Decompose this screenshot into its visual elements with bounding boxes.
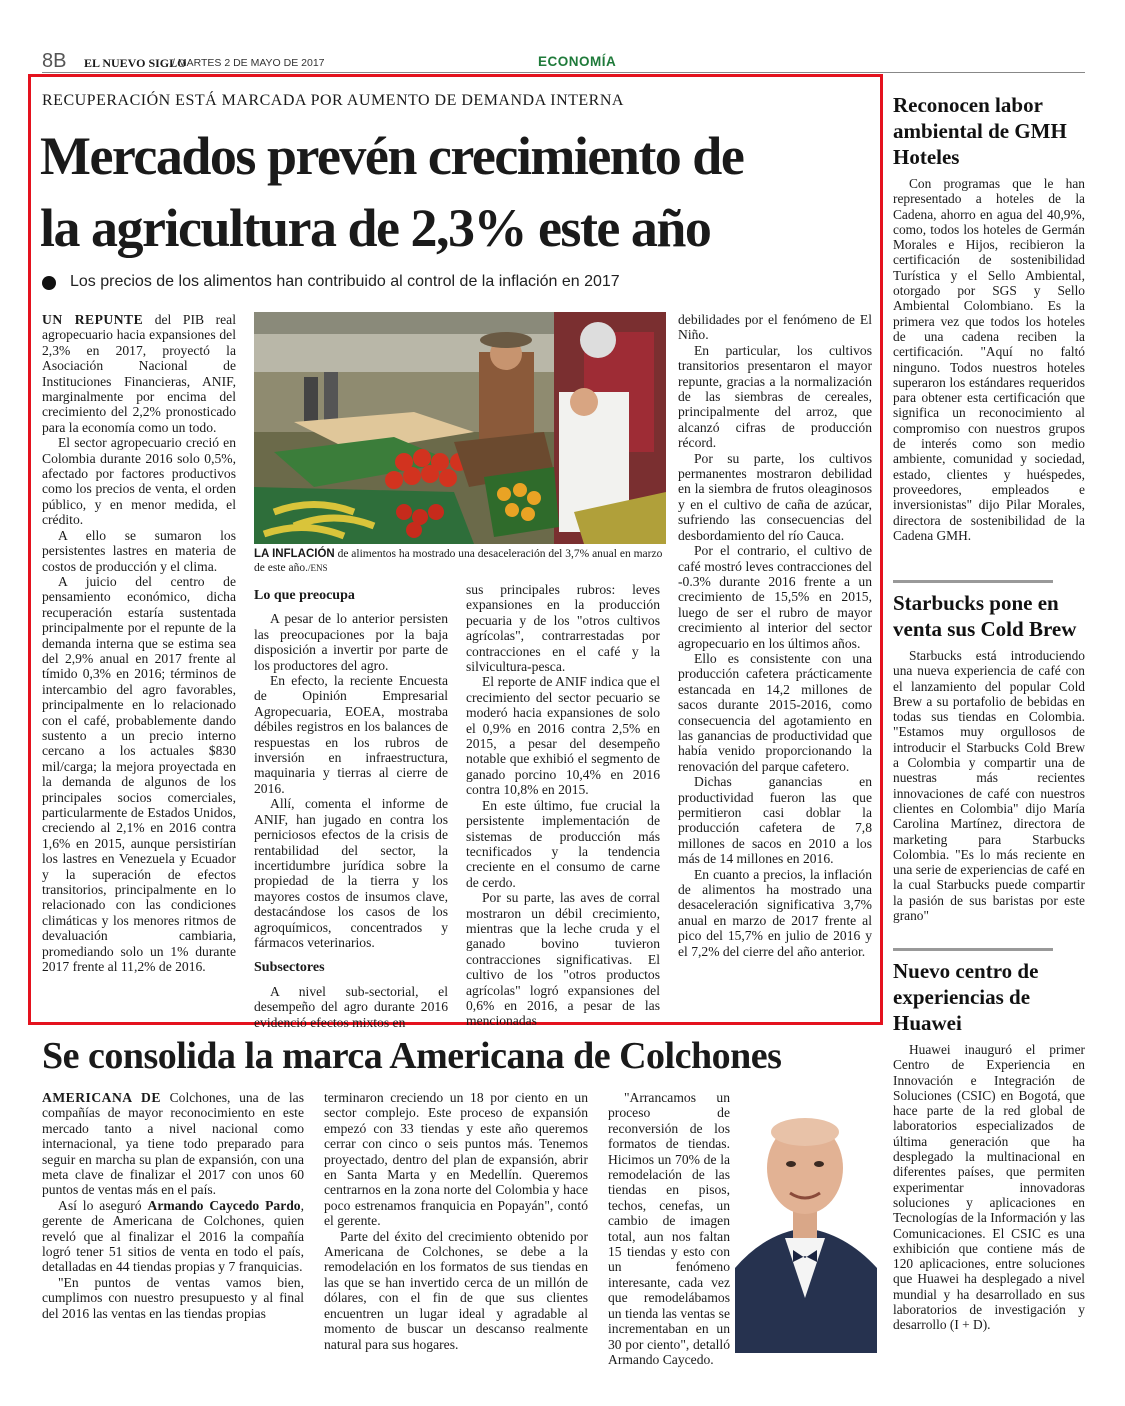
market-photo-illustration xyxy=(254,312,666,544)
paragraph: Parte del éxito del crecimiento obtenido por Americana de Colchones, se debe a la remodelación en los formatos de sus tiendas en las que se han invertido cerca de un millón de dólares, con el fin de que sus clientes encuentren un lugar ideal y agradable al momento de buscar un descanso realmente natural para sus hogares. xyxy=(324,1228,588,1352)
bullet-icon xyxy=(42,276,56,290)
subhead-subsectores: Subsectores xyxy=(254,960,325,976)
paragraph: Por el contrario, el cultivo de café mostró leves contracciones del -0.3% durante 2016 frente a un crecimiento de 15,5% en 2015, luego de ser el rubro de mayor crecimiento al interior del sector agropecuario en los últimos años. xyxy=(678,543,872,651)
paragraph: A nivel sub-sectorial, el desempeño del agro durante 2016 evidenció efectos mixtos en xyxy=(254,983,448,1030)
main-column-1 xyxy=(42,312,236,974)
sidebar-title: Nuevo centro de experiencias de Huawei xyxy=(893,959,1039,1035)
headline-line-1: Mercados prevén crecimiento de xyxy=(40,126,744,186)
header-rule xyxy=(42,72,1085,73)
paragraph: Ello es consistente con una producción cafetera prácticamente estancada en 14,2 millones de sacos durante 2015-2016, como consecuencia del agotamiento en las ganancias de productividad que había venido proporcionando la renovación del parque cafetero. xyxy=(678,650,872,774)
paragraph: sus principales rubros: leves expansiones en la producción pecuaria y de los "otros cultivos agrícolas", contrarrestadas por contracciones en el café y la silvicultura-pesca. xyxy=(466,582,660,675)
sidebar-body: Huawei inauguró el primer Centro de Experiencia en Innovación e Integración de Soluciones (CSIC) en Bogotá, que hace parte de la red global de laboratorios especializados de última generación que ha desplegado la multinacional en diferentes países, que permiten experimentar innovadoras soluciones y aplicaciones en Tecnologías de la Información y las Comunicaciones. El CSIC es una exhibición que contiene más de 120 aplicaciones, entre soluciones que Huawei ha desplegado a nivel mundial y ha desarrollado en sus laboratorios de investigación y desarrollo (I + D). xyxy=(893,1042,1085,1333)
paragraph: Por su parte, las aves de corral mostraron un débil crecimiento, mientras que la leche cruda y el ganado bovino tuvieron contracciones significativas. El cultivo de los "otros productos agrícolas" logró expansiones del 0,6% en 2016, a pesar de las mencionadas xyxy=(466,890,660,1029)
article-kicker: RECUPERACIÓN ESTÁ MARCADA POR AUMENTO DE DEMANDA INTERNA xyxy=(42,92,624,109)
sidebar-story-starbucks xyxy=(893,590,1085,923)
main-column-2 xyxy=(254,582,448,1030)
paragraph: del PIB real agropecuario hacia expansiones del 2,3% en 2017, proyectó la Asociación Nacional de Instituciones Financieras, ANIF, marginalmente por encima del crecimiento del 2,2% pronosticado para la economía como un todo. xyxy=(42,312,236,435)
paragraph: El reporte de ANIF indica que el crecimiento del sector pecuario se moderó hacia expansiones de solo el 0,9% en 2016 contra 2,5% en 2015, a pesar del desempeño notable que exhibió el segmento de ganado porcino 10,4% en 2016 contra 10,8% en 2015. xyxy=(466,674,660,798)
paragraph: Por su parte, los cultivos permanentes mostraron debilidad en la siembra de frutos oleaginosos y en el cultivo de caña de azúcar, sufriendo las consecuencias del desbordamiento del río Cauca. xyxy=(678,450,872,543)
paragraph: En efecto, la reciente Encuesta de Opinión Empresarial Agropecuaria, EOEA, mostraba débiles registros en los balances de respuestas en los rubros de inversión en infraestructura, maquinaria y tierras al cierre de 2016. xyxy=(254,673,448,796)
paragraph: A ello se sumaron los persistentes lastres en materia de costos de producción y el clima. xyxy=(42,527,236,574)
paragraph: A juicio del centro de pensamiento económico, dicha recuperación estaría sustentada principalmente por el repunte de la demanda interna que se estima sea del 2,9% anual en 2017 frente al tímido 0,3% en 2016; términos de intercambio del agro favorables, principalmente en lo relacionado con el café, probablemente dando sustento a un precio interno cercano a los actuales $830 mil/carga; la mejora proyectada en la demanda de algunos de los principales socios comerciales, particularmente de Estados Unidos, creciendo al 2,1% en 2016 contra 1,6% en 2015, aunque persistirían los lastres en Venezuela y Ecuador y la superación de efectos transitorios, principalmente en lo relacionado con las condiciones climáticas y los menores ritmos de devaluación cambiaria, promediando solo un 1% durante 2017 frente al 11,2% de 2016. xyxy=(42,573,236,975)
paragraph: terminaron creciendo un 18 por ciento en un sector complejo. Este proceso de expansión empezó con 33 tiendas y este año queremos cerrar con cinco o seis puntos más. Tenemos proyectado, dentro del plan de expansión, abrir en Santa Marta y en Medellín. Queremos centrarnos en la zona norte del Colombia y hace poco estrenamos franquicia en Popayán", contó el gerente. xyxy=(324,1090,588,1229)
sidebar-title: Reconocen labor ambiental de GMH Hoteles xyxy=(893,93,1067,169)
issue-date: / MARTES 2 DE MAYO DE 2017 xyxy=(172,57,325,69)
paragraph: En este último, fue crucial la persistente implementación de sistemas de producción más tecnificados y la tendencia creciente en el consumo de carne de cerdo. xyxy=(466,797,660,890)
headline-line-2: la agricultura de 2,3% este año xyxy=(40,198,711,258)
bottom-column-1 xyxy=(42,1090,304,1321)
main-column-4 xyxy=(678,312,872,959)
photo-credit: /ENS xyxy=(307,562,328,573)
caption-lead: LA INFLACIÓN xyxy=(254,548,335,560)
article-deck: Los precios de los alimentos han contribuido al control de la inflación en 2017 xyxy=(70,273,620,290)
lead-in: AMERICANA DE xyxy=(42,1090,161,1105)
bottom-column-2 xyxy=(324,1090,588,1352)
paragraph: Allí, comenta el informe de ANIF, han jugado en contra los perniciosos efectos de la crisis de rentabilidad del sector, la incertidumbre jurídica sobre la propiedad de la tierra y los mayores costos de insumos clave, destacándose los casos de los agroquímicos, concentrados y fármacos veterinarios. xyxy=(254,796,448,950)
paragraph: "En puntos de ventas vamos bien, cumplimos con nuestro presupuesto y al final del 2016 las ventas en las tiendas propias xyxy=(42,1274,304,1321)
bottom-column-3 xyxy=(608,1090,730,1367)
market-photo xyxy=(254,312,666,544)
paragraph: En particular, los cultivos transitorios presentaron el mayor repunte, gracias a la normalización de las siembras de cereales, principalmente del arroz, que alcanzó cifras de producción récord. xyxy=(678,342,872,451)
paragraph: En cuanto a precios, la inflación de alimentos ha mostrado una desaceleración significativa 3,7% anual en marzo de 2017 frente al pico del 15,7% en julio de 2016 y el 7,2% del cierre del año anterior. xyxy=(678,866,872,959)
sidebar-body: Starbucks está introduciendo una nueva experiencia de café con el lanzamiento del popular Cold Brew a su portafolio de bebidas en todas sus tiendas en Colombia. "Estamos muy orgullosos de introducir el Starbucks Cold Brew a Colombia y compartir una de nuestras más recientes innovaciones de café con nuestros clientes en Colombia" dijo María Carolina Martínez, directora de marketing para Starbucks Colombia. "Es lo más reciente en una serie de experiencias de café en la cual Starbucks puede compartir la pasión de sus baristas por este grano" xyxy=(893,648,1085,924)
paragraph: A pesar de lo anterior persisten las preocupaciones por la baja disposición a invertir por parte de los productores del agro. xyxy=(254,611,448,673)
bottom-headline: Se consolida la marca Americana de Colchones xyxy=(42,1035,782,1077)
paragraph: debilidades por el fenómeno de El Niño. xyxy=(678,312,872,343)
caption-text: de alimentos ha mostrado una desaceleración del 3,7% anual en marzo de este año. xyxy=(254,548,663,574)
sidebar-divider xyxy=(893,580,1053,583)
main-column-3 xyxy=(466,582,660,1029)
portrait-photo xyxy=(735,1098,877,1353)
lead-in: UN REPUNTE xyxy=(42,312,144,327)
paragraph: Así lo aseguró xyxy=(58,1197,142,1213)
paragraph: Dichas ganancias en productividad fueron las que permitieron casi doblar la producción cafetera de 7,8 millones de sacos en 2010 a los más de 14 millones en 2016. xyxy=(678,774,872,867)
photo-caption xyxy=(254,548,666,575)
paragraph: Colchones, una de las compañías de mayor reconocimiento en este mercado tanto a nivel nacional como internacional, ya tiene todo preparado para seguir en marcha su plan de expansión, con una meta clave de finalizar el 2017 con unos 60 puntos de ventas más en el país. xyxy=(42,1090,304,1198)
section-label: ECONOMÍA xyxy=(538,54,617,69)
paragraph: "Arrancamos un proceso de reconversión de los formatos de tiendas. Hicimos un 70% de la remodelación de las tiendas en pisos, techos, cenefas, un cambio de imagen total, aun nos faltan 15 tiendas y esto con un fenómeno interesante, cada vez que remodelábamos un tienda las ventas se incrementaban en un 30 por ciento", detalló Armando Caycedo. xyxy=(608,1090,730,1367)
portrait-illustration xyxy=(735,1098,877,1353)
paragraph: El sector agropecuario creció en Colombia durante 2016 solo 0,5%, afectado por factores productivos como los precios de venta, el orden público, y en menor medida, el crédito. xyxy=(42,435,236,528)
subhead-lo-que-preocupa: Lo que preocupa xyxy=(254,588,355,603)
person-name: Armando Caycedo Pardo xyxy=(147,1197,301,1213)
page-number: 8B xyxy=(42,50,67,72)
paper-name: EL NUEVO SIGLO xyxy=(84,56,187,70)
sidebar-story-huawei xyxy=(893,958,1085,1333)
sidebar-title: Starbucks pone en venta sus Cold Brew xyxy=(893,591,1077,641)
sidebar-divider xyxy=(893,948,1053,951)
paragraph: , gerente de Americana de Colchones, quien reveló que al finalizar el 2016 la compañía logró tener 51 sitios de venta en todo el país, detalladas en 44 tiendas propias y 7 franquicias. xyxy=(42,1197,305,1275)
sidebar-story-gmh xyxy=(893,92,1085,543)
sidebar-body: Con programas que le han representado a hoteles de la Cadena, ahorro en agua del 40,9%, como, todos los hoteles de Germán Morales e Hijos, recibieron la certificación de sostenibilidad Turística y el Sello Ambiental, otorgado por SGS y Sello Ambiental Colombiano. Es la primera vez que todos los hoteles de una cadena reciben la certificación. "Aquí no faltó ninguno. Todos nuestros hoteles superaron los estándares requeridos para obtener esta certificación que significa un reconocimiento al compromiso con nuestros grupos de interés como son medio ambiente, comunidad y sociedad, estado, clientes y huéspedes, proveedores, empleados e inversionistas" dijo Pilar Morales, directora de sostenibilidad de la Cadena GMH. xyxy=(893,176,1085,543)
